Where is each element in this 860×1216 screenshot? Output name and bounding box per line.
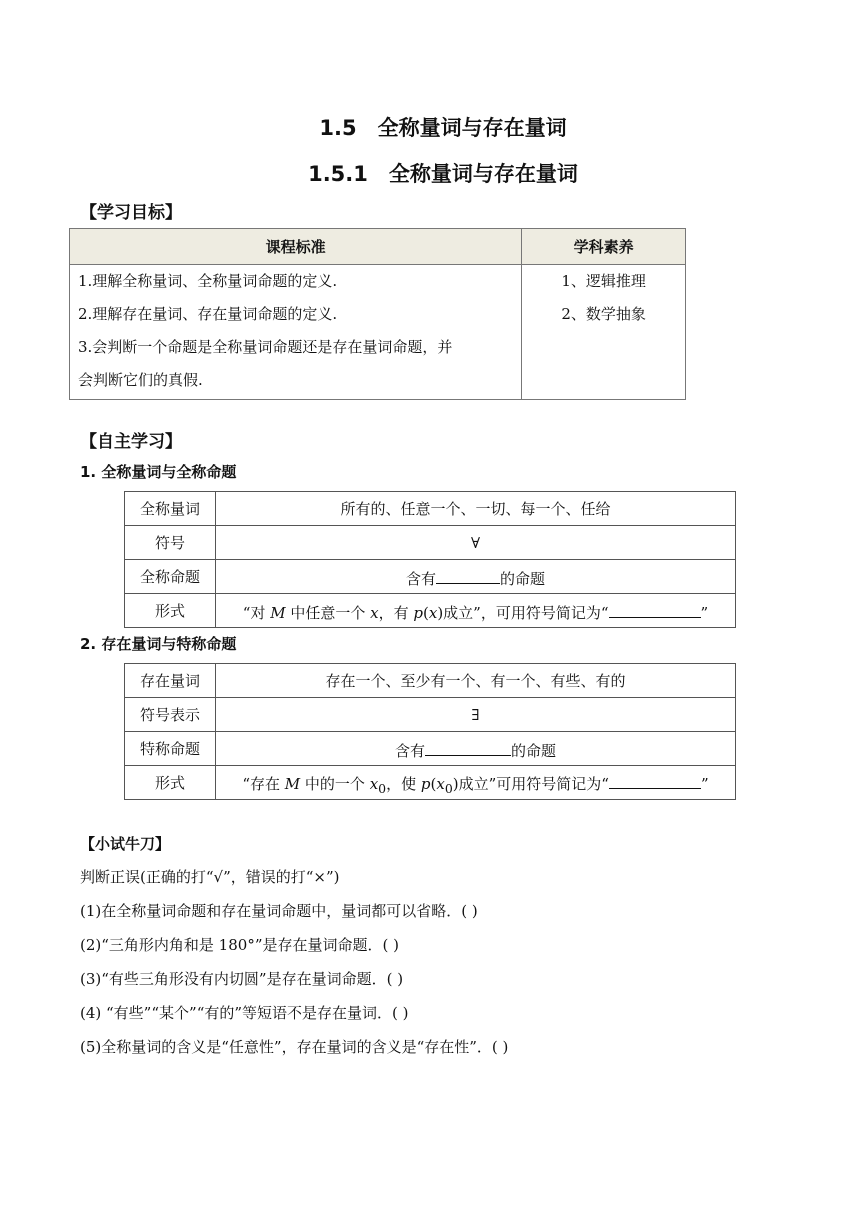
practice-item: (2)“三角形内角和是 180°”是存在量词命题．( ): [80, 936, 399, 954]
row-value: 含有 的命题: [216, 732, 736, 766]
col-standard-header: 课程标准: [70, 229, 522, 265]
fill-blank[interactable]: [425, 737, 511, 756]
existential-table: [124, 663, 736, 800]
forall-symbol: ∀: [216, 526, 736, 560]
literacy-cell: [522, 265, 686, 400]
row-key: 全称量词: [125, 492, 216, 526]
literacy-item: 1、逻辑推理: [561, 272, 646, 290]
section2-title: 2. 存在量词与特称命题: [80, 635, 237, 653]
table-row: [125, 664, 736, 698]
row-value: “存在 M 中的一个 $x_0$，使 $p(x_0)$成立”可用符号简记为“ ”: [216, 766, 736, 800]
table-row: [125, 492, 736, 526]
self-study-heading: 【自主学习】: [80, 432, 182, 452]
universal-table: [124, 491, 736, 628]
practice-item: (3)“有些三角形没有内切圆”是存在量词命题．( ): [80, 970, 404, 988]
row-key: 存在量词: [125, 664, 216, 698]
page-subtitle: 1.5.1 全称量词与存在量词: [308, 162, 578, 186]
standard-item: 会判断它们的真假.: [78, 371, 203, 389]
fill-blank[interactable]: [436, 565, 500, 584]
row-key: 全称命题: [125, 560, 216, 594]
row-value: 含有 的命题: [216, 560, 736, 594]
table-row: [125, 526, 736, 560]
table-row: [125, 766, 736, 800]
fill-blank[interactable]: [609, 770, 701, 789]
row-key: 符号表示: [125, 698, 216, 732]
row-value: 存在一个、至少有一个、有一个、有些、有的: [216, 664, 736, 698]
exists-symbol: ∃: [216, 698, 736, 732]
standard-item: 3.会判断一个命题是全称量词命题还是存在量词命题，并: [78, 338, 453, 356]
table-row: [125, 698, 736, 732]
standard-item: 1.理解全称量词、全称量词命题的定义.: [78, 272, 338, 290]
row-key: 符号: [125, 526, 216, 560]
objectives-table: [69, 228, 686, 400]
table-row: [125, 732, 736, 766]
row-key: 形式: [125, 766, 216, 800]
practice-item: (5)全称量词的含义是“任意性”，存在量词的含义是“存在性”．( ): [80, 1038, 509, 1056]
row-value: 所有的、任意一个、一切、每一个、任给: [216, 492, 736, 526]
objectives-heading: 【学习目标】: [80, 203, 182, 223]
practice-heading: 【小试牛刀】: [80, 835, 171, 853]
table-row: [125, 594, 736, 628]
practice-item: (4) “有些”“某个”“有的”等短语不是存在量词．( ): [80, 1004, 409, 1022]
standards-cell: [70, 265, 522, 400]
practice-item: (1)在全称量词命题和存在量词命题中，量词都可以省略．( ): [80, 902, 478, 920]
literacy-item: 2、数学抽象: [561, 305, 646, 323]
practice-intro: 判断正误(正确的打“√”，错误的打“×”): [80, 868, 340, 886]
row-key: 形式: [125, 594, 216, 628]
standard-item: 2.理解存在量词、存在量词命题的定义.: [78, 305, 338, 323]
page-title: 1.5 全称量词与存在量词: [319, 116, 567, 140]
col-literacy-header: 学科素养: [522, 229, 686, 265]
section1-title: 1. 全称量词与全称命题: [80, 463, 237, 481]
table-row: [125, 560, 736, 594]
row-key: 特称命题: [125, 732, 216, 766]
fill-blank[interactable]: [609, 599, 701, 618]
row-value: “对 M 中任意一个 x，有 p(x)成立”，可用符号简记为“ ”: [216, 594, 736, 628]
